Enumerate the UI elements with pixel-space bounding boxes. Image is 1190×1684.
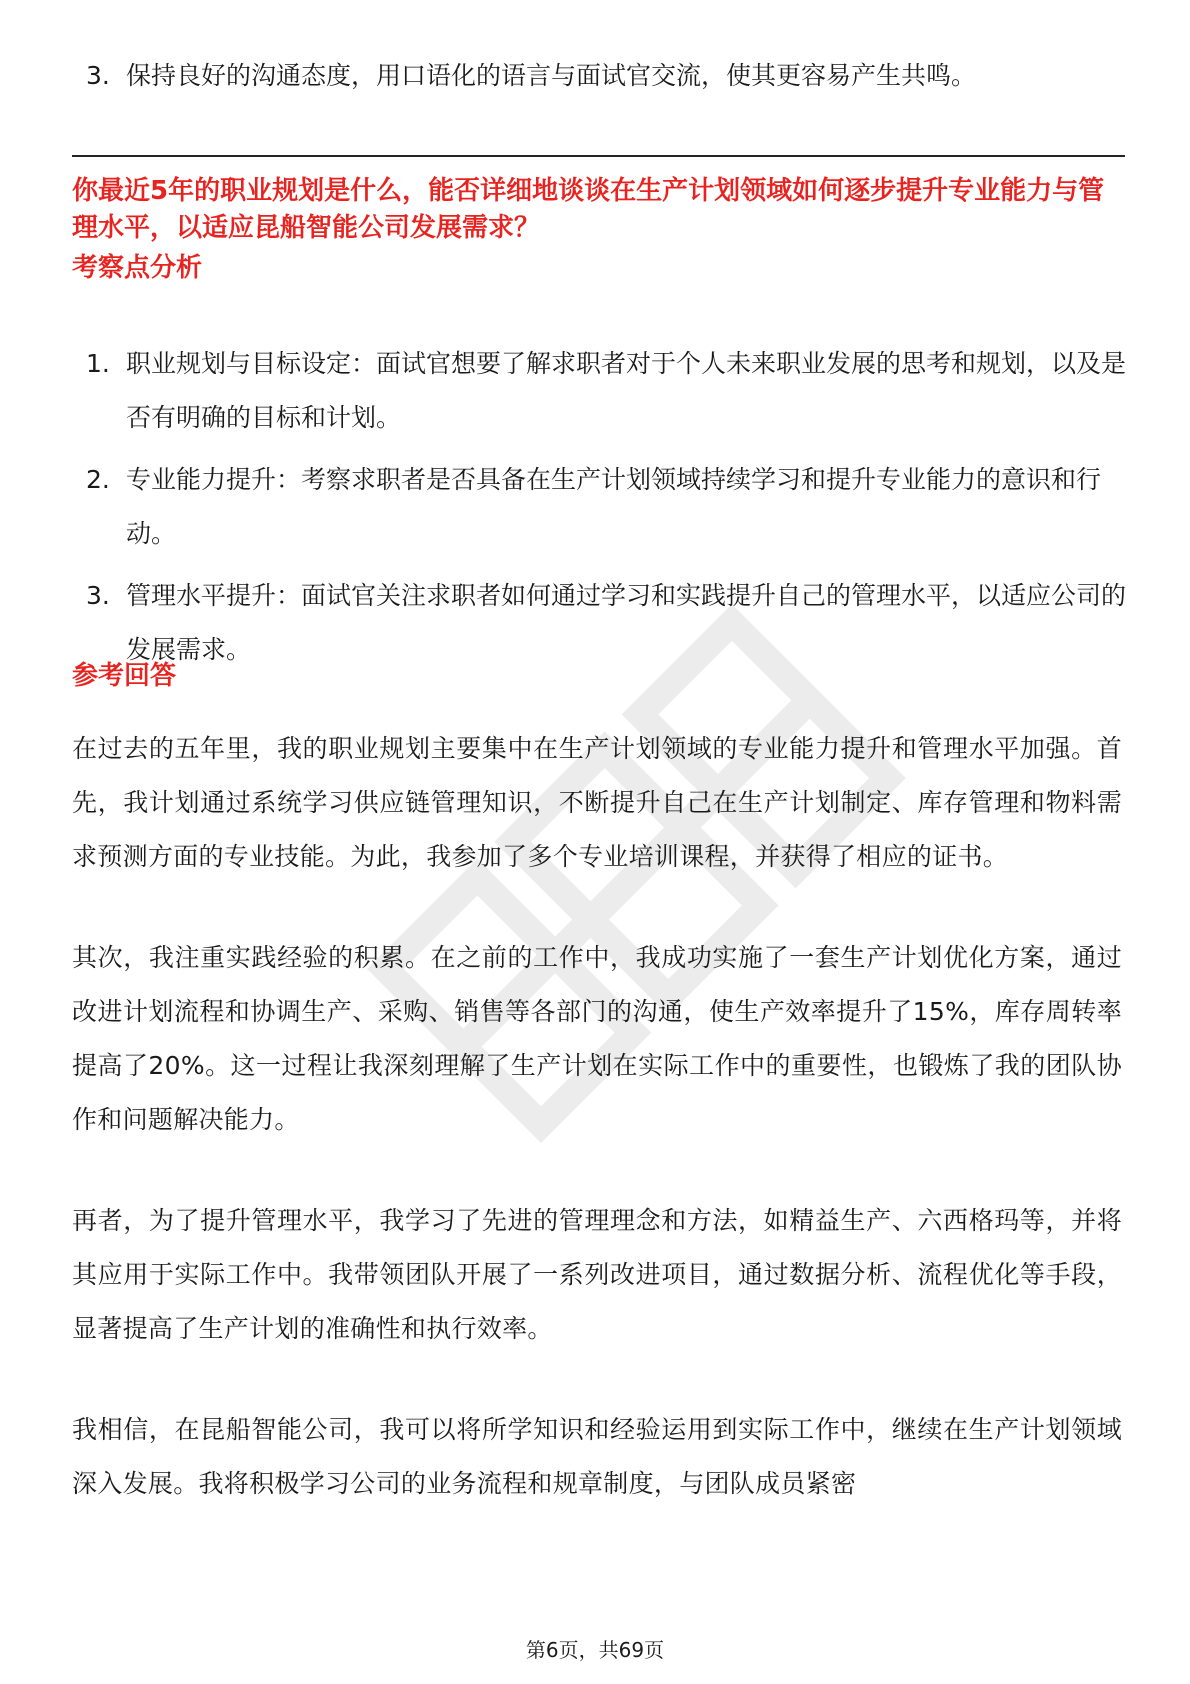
- section-divider: [72, 155, 1125, 157]
- answer-paragraph: 再者，为了提升管理水平，我学习了先进的管理理念和方法，如精益生产、六西格玛等，并将其应用于实际工作中。我带领团队开展了一系列改进项目，通过数据分析、流程优化等手段，显著提高了生产计划的准确性和执行效率。: [72, 1206, 1122, 1343]
- list-item-number: 3.: [86, 61, 110, 90]
- answer-paragraph: 在过去的五年里，我的职业规划主要集中在生产计划领域的专业能力提升和管理水平加强。首先，我计划通过系统学习供应链管理知识，不断提升自己在生产计划制定、库存管理和物料需求预测方面的专业技能。为此，我参加了多个专业培训课程，并获得了相应的证书。: [72, 734, 1122, 871]
- list-item-text: 保持良好的沟通态度，用口语化的语言与面试官交流，使其更容易产生共鸣。: [126, 61, 977, 90]
- list-item-number: 3.: [86, 581, 110, 610]
- analysis-list: [86, 337, 1126, 685]
- list-item: [86, 453, 1126, 561]
- analysis-title: 考察点分析: [72, 253, 203, 283]
- answer-body: [72, 722, 1122, 1558]
- answer-title: 参考回答: [72, 661, 177, 691]
- list-item-text: 职业规划与目标设定：面试官想要了解求职者对于个人未来职业发展的思考和规划，以及是否有明确的目标和计划。: [126, 349, 1127, 432]
- list-item: [86, 337, 1126, 445]
- list-item: [86, 569, 1126, 677]
- answer-paragraph: 其次，我注重实践经验的积累。在之前的工作中，我成功实施了一套生产计划优化方案，通过改进计划流程和协调生产、采购、销售等各部门的沟通，使生产效率提升了15%，库存周转率提高了20%。这一过程让我深刻理解了生产计划在实际工作中的重要性，也锻炼了我的团队协作和问题解决能力。: [72, 943, 1122, 1134]
- question-heading: 你最近5年的职业规划是什么，能否详细地谈谈在生产计划领域如何逐步提升专业能力与管理水平，以适应昆船智能公司发展需求？: [72, 176, 1105, 243]
- list-item-text: 专业能力提升：考察求职者是否具备在生产计划领域持续学习和提升专业能力的意识和行动。: [126, 465, 1102, 548]
- list-item: [86, 52, 1126, 100]
- list-item-text: 管理水平提升：面试官关注求职者如何通过学习和实践提升自己的管理水平，以适应公司的发展需求。: [126, 581, 1127, 664]
- page-footer: 第6页，共69页: [525, 1638, 665, 1662]
- answer-paragraph: 我相信，在昆船智能公司，我可以将所学知识和经验运用到实际工作中，继续在生产计划领域深入发展。我将积极学习公司的业务流程和规章制度，与团队成员紧密: [72, 1415, 1122, 1498]
- list-item-number: 2.: [86, 465, 110, 494]
- list-item-number: 1.: [86, 349, 110, 378]
